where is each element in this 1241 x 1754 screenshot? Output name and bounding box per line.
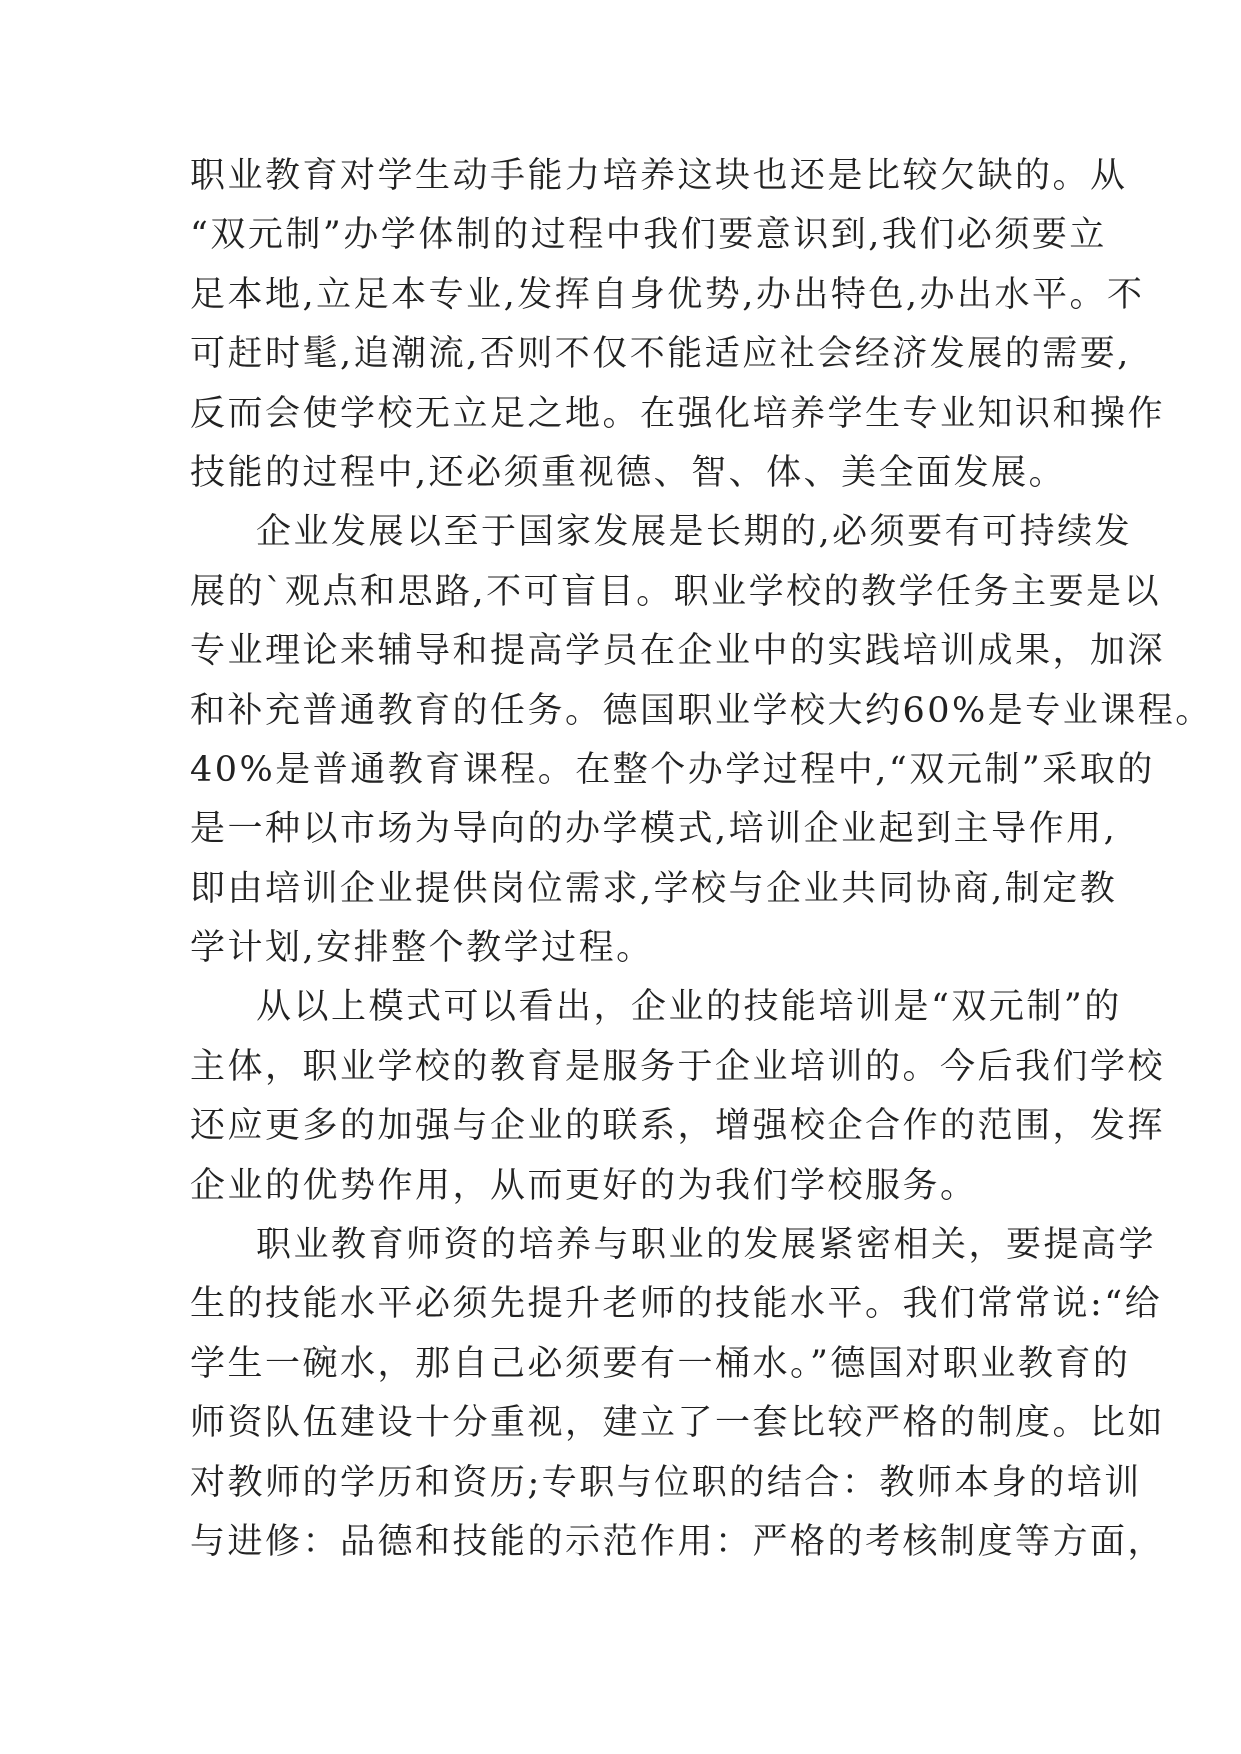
- text-line: 生的技能水平必须先提升老师的技能水平。我们常常说:“给: [190, 1284, 1163, 1325]
- text-line: 即由培训企业提供岗位需求,学校与企业共同协商,制定教: [190, 868, 1118, 909]
- paragraph: [190, 978, 1166, 1216]
- paragraph: [190, 503, 1213, 978]
- text-line: 主体，职业学校的教育是服务于企业培训的。今后我们学校: [190, 1046, 1166, 1087]
- text-line: 与进修：品德和技能的示范作用：严格的考核制度等方面，: [190, 1521, 1166, 1562]
- text-line: 企业的优势作用，从而更好的为我们学校服务。: [190, 1165, 978, 1206]
- text-line: 专业理论来辅导和提高学员在企业中的实践培训成果，加深: [190, 631, 1166, 672]
- text-line: 企业发展以至于国家发展是长期的,必须要有可持续发: [256, 512, 1133, 553]
- text-line: 职业教育对学生动手能力培养这块也还是比较欠缺的。从: [190, 156, 1128, 196]
- text-line: 师资队伍建设十分重视，建立了一套比较严格的制度。比如: [190, 1403, 1166, 1444]
- text-line: 和补充普通教育的任务。德国职业学校大约60%是专业课程。: [190, 690, 1213, 731]
- document-page: [190, 147, 1213, 1572]
- text-line: 足本地,立足本专业,发挥自身优势,办出特色,办出水平。不: [190, 274, 1145, 315]
- text-line: 是一种以市场为导向的办学模式,培训企业起到主导作用,: [190, 809, 1118, 850]
- text-line: 可赶时髦,追潮流,否则不仅不能适应社会经济发展的需要,: [190, 334, 1131, 375]
- paragraph: [190, 147, 1166, 503]
- text-line: 学计划,安排整个教学过程。: [190, 928, 654, 969]
- paragraph: [190, 1216, 1166, 1572]
- text-line: 展的`观点和思路,不可盲目。职业学校的教学任务主要是以: [190, 571, 1162, 612]
- text-line: “双元制”办学体制的过程中我们要意识到,我们必须要立: [190, 215, 1107, 256]
- text-line: 对教师的学历和资历;专职与位职的结合：教师本身的培训: [190, 1462, 1142, 1503]
- text-line: 职业教育师资的培养与职业的发展紧密相关，要提高学: [256, 1225, 1157, 1266]
- text-line: 还应更多的加强与企业的联系，增强校企合作的范围，发挥: [190, 1106, 1166, 1147]
- text-line: 技能的过程中,还必须重视德、智、体、美全面发展。: [190, 452, 1067, 493]
- text-line: 学生一碗水，那自己必须要有一桶水。”德国对职业教育的: [190, 1343, 1131, 1384]
- text-line: 从以上模式可以看出，企业的技能培训是“双元制”的: [256, 987, 1122, 1028]
- text-line: 40%是普通教育课程。在整个办学过程中,“双元制”采取的: [190, 749, 1155, 790]
- text-line: 反而会使学校无立足之地。在强化培养学生专业知识和操作: [190, 393, 1166, 434]
